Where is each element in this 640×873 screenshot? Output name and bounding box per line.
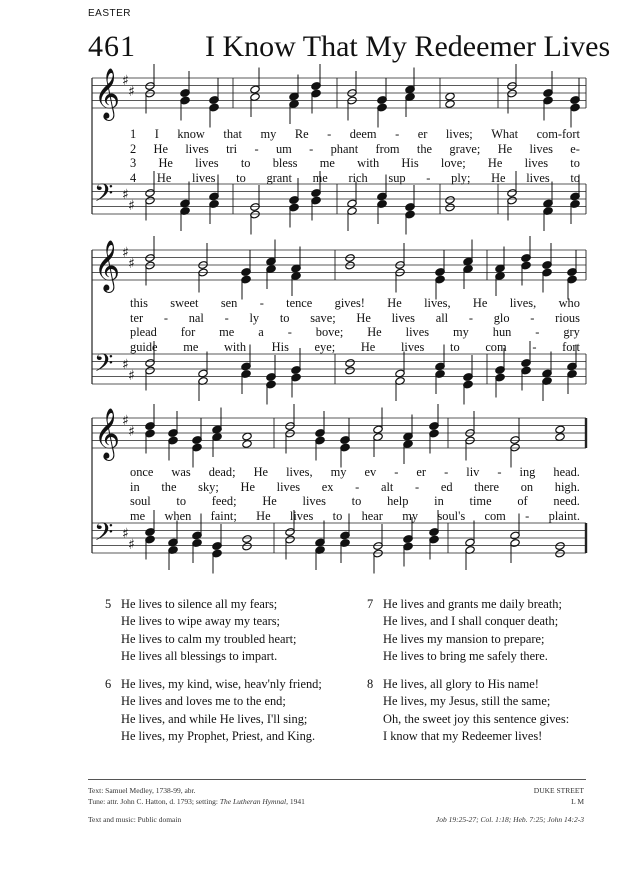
syllable-hyphen: -	[497, 465, 502, 479]
key-signature-sharp: ♯	[122, 357, 129, 373]
lyric-syllable: grave;	[449, 141, 481, 156]
lyric-syllable: com	[484, 508, 506, 523]
treble-clef: 𝄞	[94, 68, 121, 119]
syllable-hyphen: -	[259, 296, 264, 310]
syllable-hyphen: -	[426, 170, 431, 185]
lyric-syllable: to	[570, 156, 580, 170]
lyric-syllable: deem	[349, 127, 377, 141]
lyric-syllable: me	[319, 156, 335, 170]
syllable-hyphen: -	[355, 479, 360, 494]
lyric-syllable: ter	[130, 310, 144, 325]
section-label: EASTER	[88, 8, 132, 19]
stanza-number: 2	[130, 141, 137, 156]
lyric-syllable: in	[130, 479, 140, 494]
lyric-syllable: head.	[553, 465, 580, 479]
tune-credit: Tune: attr. John C. Hatton, d. 1793; setting: The Lutheran Hymnal, 1941	[88, 797, 305, 806]
note-head	[555, 433, 565, 442]
lyric-syllable: I	[154, 127, 159, 141]
lyric-line	[130, 340, 580, 355]
lyric-syllable: hear	[361, 508, 383, 523]
note-head	[242, 432, 252, 441]
note-head	[445, 196, 455, 205]
bass-clef: 𝄢	[94, 518, 114, 553]
syllable-hyphen: -	[525, 508, 530, 523]
lyric-syllable: ly	[249, 310, 260, 325]
stanza-line: He lives to wipe away my tears;	[121, 614, 280, 629]
lyric-syllable: He	[360, 339, 376, 354]
lyric-syllable: lives	[276, 479, 301, 494]
treble-clef: 𝄞	[94, 408, 121, 459]
lyric-line	[130, 171, 580, 186]
key-signature-sharp: ♯	[122, 187, 129, 203]
lyric-syllable: tri	[226, 141, 238, 156]
lyric-line	[130, 325, 580, 340]
note-head	[345, 359, 355, 368]
note-head	[555, 425, 565, 434]
hymn-title: I Know That My Redeemer Lives	[205, 30, 611, 63]
stanza-line: He lives and grants me daily breath;	[383, 597, 562, 611]
bass-clef: 𝄢	[94, 349, 114, 384]
lyric-syllable: lives,	[509, 296, 537, 310]
note-head	[555, 549, 565, 558]
lyric-syllable: from	[375, 141, 400, 156]
lyric-line	[130, 311, 580, 326]
lyric-syllable: lives	[400, 339, 425, 354]
lyric-syllable: bove;	[315, 325, 344, 339]
note-head	[445, 203, 455, 212]
lyric-syllable: love;	[440, 156, 466, 170]
hymn-number: 461	[88, 30, 136, 63]
key-signature-sharp: ♯	[122, 245, 129, 261]
key-signature-sharp: ♯	[128, 368, 135, 384]
lyric-syllable: grant	[266, 170, 292, 185]
lyric-syllable: a	[258, 325, 264, 339]
lyric-line	[130, 494, 580, 509]
key-signature-sharp: ♯	[128, 424, 135, 440]
lyric-syllable: plead	[130, 325, 157, 339]
lyric-line	[130, 465, 580, 480]
key-signature-sharp: ♯	[128, 537, 135, 553]
stanza-line: He lives, my Jesus, still the same;	[383, 694, 551, 709]
stanza-number: 8	[367, 677, 374, 691]
stanza-number: 6	[105, 677, 112, 691]
lyric-syllable: lives	[195, 156, 219, 170]
lyric-syllable: my	[452, 325, 469, 339]
lyric-syllable: Re	[294, 127, 309, 141]
stanza-7	[367, 596, 562, 666]
note-head	[345, 254, 355, 263]
syllable-hyphen: -	[535, 325, 540, 339]
lyric-syllable: hun	[492, 325, 512, 339]
syllable-hyphen: -	[444, 465, 449, 479]
lyric-syllable: His	[271, 339, 289, 354]
stanza-line: He lives and loves me to the end;	[121, 694, 286, 709]
treble-clef: 𝄞	[94, 240, 121, 291]
scripture-references: Job 19:25-27; Col. 1:18; Heb. 7:25; John 14:2-3	[435, 815, 584, 824]
lyric-syllable: phant	[330, 141, 359, 156]
lyric-syllable: to	[279, 310, 290, 325]
lyric-syllable: lives;	[445, 127, 473, 141]
lyric-syllable: that	[223, 127, 242, 141]
stanza-line: Oh, the sweet joy this sentence gives:	[383, 711, 570, 726]
stanza-number: 3	[130, 156, 137, 170]
lyric-syllable: eye;	[314, 339, 336, 354]
lyric-syllable: of	[517, 494, 528, 508]
lyric-syllable: with	[223, 339, 247, 354]
lyric-syllable: His	[401, 156, 419, 170]
lyric-syllable: ply;	[451, 170, 471, 185]
copyright: Text and music: Public domain	[88, 815, 182, 824]
lyric-syllable: this	[130, 296, 148, 310]
syllable-hyphen: -	[395, 127, 400, 141]
lyric-syllable: to	[240, 156, 251, 170]
lyric-syllable: to	[176, 494, 187, 508]
key-signature-sharp: ♯	[128, 198, 135, 214]
note-head	[345, 366, 355, 375]
lyric-syllable: ed	[440, 479, 453, 494]
lyric-syllable: need.	[553, 494, 580, 508]
stanza-number: 1	[130, 127, 137, 141]
lyric-syllable: on	[520, 479, 534, 494]
lyric-syllable: tence	[286, 296, 313, 310]
lyric-syllable: um	[275, 141, 292, 156]
lyric-syllable: sweet	[170, 296, 199, 310]
syllable-hyphen: -	[394, 465, 399, 479]
lyric-syllable: He	[497, 141, 513, 156]
syllable-hyphen: -	[254, 141, 259, 156]
tune-name: DUKE STREET	[533, 786, 584, 795]
syllable-hyphen: -	[327, 127, 332, 141]
lyric-syllable: my	[260, 127, 277, 141]
lyric-line	[130, 296, 580, 311]
syllable-hyphen: -	[530, 310, 535, 325]
lyric-syllable: lives,	[424, 296, 451, 310]
lyric-syllable: ev	[364, 465, 377, 479]
lyric-syllable: who	[558, 296, 580, 310]
lyric-syllable: feed;	[211, 494, 237, 508]
lyric-syllable: rich	[348, 170, 368, 185]
lyric-syllable: nal	[188, 310, 204, 325]
stanza-line: He lives my mansion to prepare;	[383, 631, 545, 646]
note-head	[345, 261, 355, 270]
stanza-line: He lives, and I shall conquer death;	[383, 614, 559, 629]
lyric-syllable: ex	[321, 479, 334, 494]
stanza-line: He lives, my kind, wise, heav'nly friend;	[121, 677, 322, 691]
lyric-syllable: lives	[391, 310, 415, 325]
lyric-syllable: gry	[563, 325, 580, 339]
key-signature-sharp: ♯	[122, 413, 129, 429]
lyric-line	[130, 509, 580, 524]
stanza-5	[105, 596, 297, 666]
lyric-syllable: lives	[192, 170, 216, 185]
lyric-syllable: know	[177, 127, 205, 141]
lyric-line	[130, 127, 580, 142]
stanza-6	[105, 676, 322, 746]
lyric-syllable: He	[153, 141, 168, 156]
lyric-syllable: He	[156, 170, 172, 185]
lyric-syllable: my	[330, 465, 347, 479]
lyric-syllable: lives	[524, 156, 549, 170]
stanza-line: He lives to calm my troubled heart;	[121, 631, 297, 646]
lyric-syllable: was	[171, 465, 191, 479]
lyric-syllable: He	[487, 156, 503, 170]
syllable-hyphen: -	[532, 339, 537, 354]
lyric-syllable: plaint.	[548, 508, 580, 523]
stanza-number: 7	[367, 597, 374, 611]
lyric-syllable: in	[434, 494, 444, 508]
lyric-syllable: soul's	[437, 508, 466, 523]
stanza-line: He lives, and while He lives, I'll sing;	[121, 711, 308, 726]
lyric-syllable: soul	[130, 494, 151, 508]
lyric-syllable: me	[130, 508, 146, 523]
lyric-syllable: lives	[289, 508, 314, 523]
stanza-line: He lives all blessings to impart.	[121, 649, 278, 664]
lyric-syllable: He	[367, 325, 382, 339]
lyric-syllable: to	[570, 170, 580, 185]
lyric-syllable: lives	[405, 325, 430, 339]
stanza-8	[367, 676, 570, 746]
meter: L M	[571, 797, 584, 806]
lyric-syllable: He	[262, 494, 277, 508]
syllable-hyphen: -	[309, 141, 314, 156]
lyric-syllable: liv	[466, 465, 480, 479]
key-signature-sharp: ♯	[128, 84, 135, 100]
lyric-syllable: all	[435, 310, 449, 325]
lyric-syllable: He	[158, 156, 173, 170]
lyric-syllable: e-	[570, 141, 580, 156]
lyric-syllable: with	[357, 156, 380, 170]
stanza-number: 5	[105, 597, 112, 611]
lyric-syllable: What	[491, 127, 519, 141]
lyric-syllable: lives,	[286, 465, 313, 479]
lyric-syllable: for	[180, 325, 196, 339]
lyric-syllable: sky;	[198, 479, 219, 494]
key-signature-sharp: ♯	[122, 526, 129, 542]
note-head	[242, 440, 252, 449]
lyric-syllable: alt	[380, 479, 394, 494]
lyric-syllable: He	[472, 296, 488, 310]
lyric-syllable: high.	[554, 479, 580, 494]
lyric-syllable: rious	[555, 310, 580, 325]
lyric-syllable: to	[450, 339, 460, 354]
lyric-syllable: lives	[185, 141, 209, 156]
lyric-syllable: bless	[272, 156, 298, 170]
lyric-syllable: once	[130, 465, 154, 479]
lyric-syllable: dead;	[208, 465, 236, 479]
lyric-syllable: my	[402, 508, 419, 523]
text-credit: Text: Samuel Medley, 1738-99, abr.	[88, 786, 196, 795]
note-head	[242, 542, 252, 551]
lyric-syllable: sup	[388, 170, 406, 185]
lyric-syllable: the	[416, 141, 433, 156]
note-head	[242, 535, 252, 544]
lyric-syllable: faint;	[210, 508, 237, 523]
lyric-syllable: to	[351, 494, 362, 508]
lyric-syllable: me	[219, 325, 235, 339]
syllable-hyphen: -	[415, 479, 420, 494]
lyric-syllable: He	[387, 296, 402, 310]
lyric-syllable: to	[332, 508, 343, 523]
lyric-syllable: guide	[130, 339, 158, 354]
lyric-syllable: save;	[310, 310, 336, 325]
lyric-syllable: sen	[220, 296, 238, 310]
lyric-line	[130, 142, 580, 157]
lyric-syllable: ing	[519, 465, 536, 479]
lyric-syllable: He	[256, 508, 271, 523]
lyric-syllable: when	[164, 508, 192, 523]
key-signature-sharp: ♯	[122, 73, 129, 89]
stanza-line: He lives, all glory to His name!	[383, 677, 539, 691]
lyric-syllable: He	[356, 310, 371, 325]
lyric-syllable: He	[240, 479, 255, 494]
note-head	[445, 92, 455, 101]
lyric-syllable: He	[253, 465, 269, 479]
lyric-syllable: me	[183, 339, 199, 354]
lyric-syllable: help	[387, 494, 409, 508]
stanza-line: I know that my Redeemer lives!	[383, 729, 543, 744]
lyric-syllable: the	[161, 479, 177, 494]
note-head	[445, 100, 455, 109]
lyric-syllable: He	[491, 170, 506, 185]
lyric-syllable: lives	[302, 494, 326, 508]
lyric-syllable: lives	[526, 170, 550, 185]
lyric-syllable: gives!	[334, 296, 365, 310]
stanza-number: 4	[130, 170, 137, 185]
key-signature-sharp: ♯	[128, 256, 135, 272]
syllable-hyphen: -	[224, 310, 229, 325]
lyric-syllable: there	[474, 479, 500, 494]
lyric-syllable: glo	[493, 310, 510, 325]
bass-clef: 𝄢	[94, 179, 114, 214]
syllable-hyphen: -	[163, 310, 168, 325]
lyric-syllable: lives	[529, 141, 553, 156]
note-head	[555, 542, 565, 551]
lyric-line	[130, 480, 580, 495]
lyric-line	[130, 156, 580, 171]
lyric-syllable: to	[236, 170, 246, 185]
stanza-line: He lives to silence all my fears;	[121, 597, 278, 611]
lyric-syllable: com-fort	[536, 127, 580, 141]
syllable-hyphen: -	[287, 325, 292, 339]
lyric-syllable: er	[417, 127, 428, 141]
lyric-syllable: fort	[562, 339, 580, 354]
syllable-hyphen: -	[468, 310, 473, 325]
stanza-line: He lives, my Prophet, Priest, and King.	[121, 729, 316, 744]
lyric-syllable: me	[312, 170, 328, 185]
footer-rule	[88, 779, 586, 780]
lyric-syllable: com	[485, 339, 507, 354]
lyric-syllable: er	[416, 465, 427, 479]
stanza-line: He lives to bring me safely there.	[383, 649, 548, 664]
lyric-syllable: time	[469, 494, 492, 508]
